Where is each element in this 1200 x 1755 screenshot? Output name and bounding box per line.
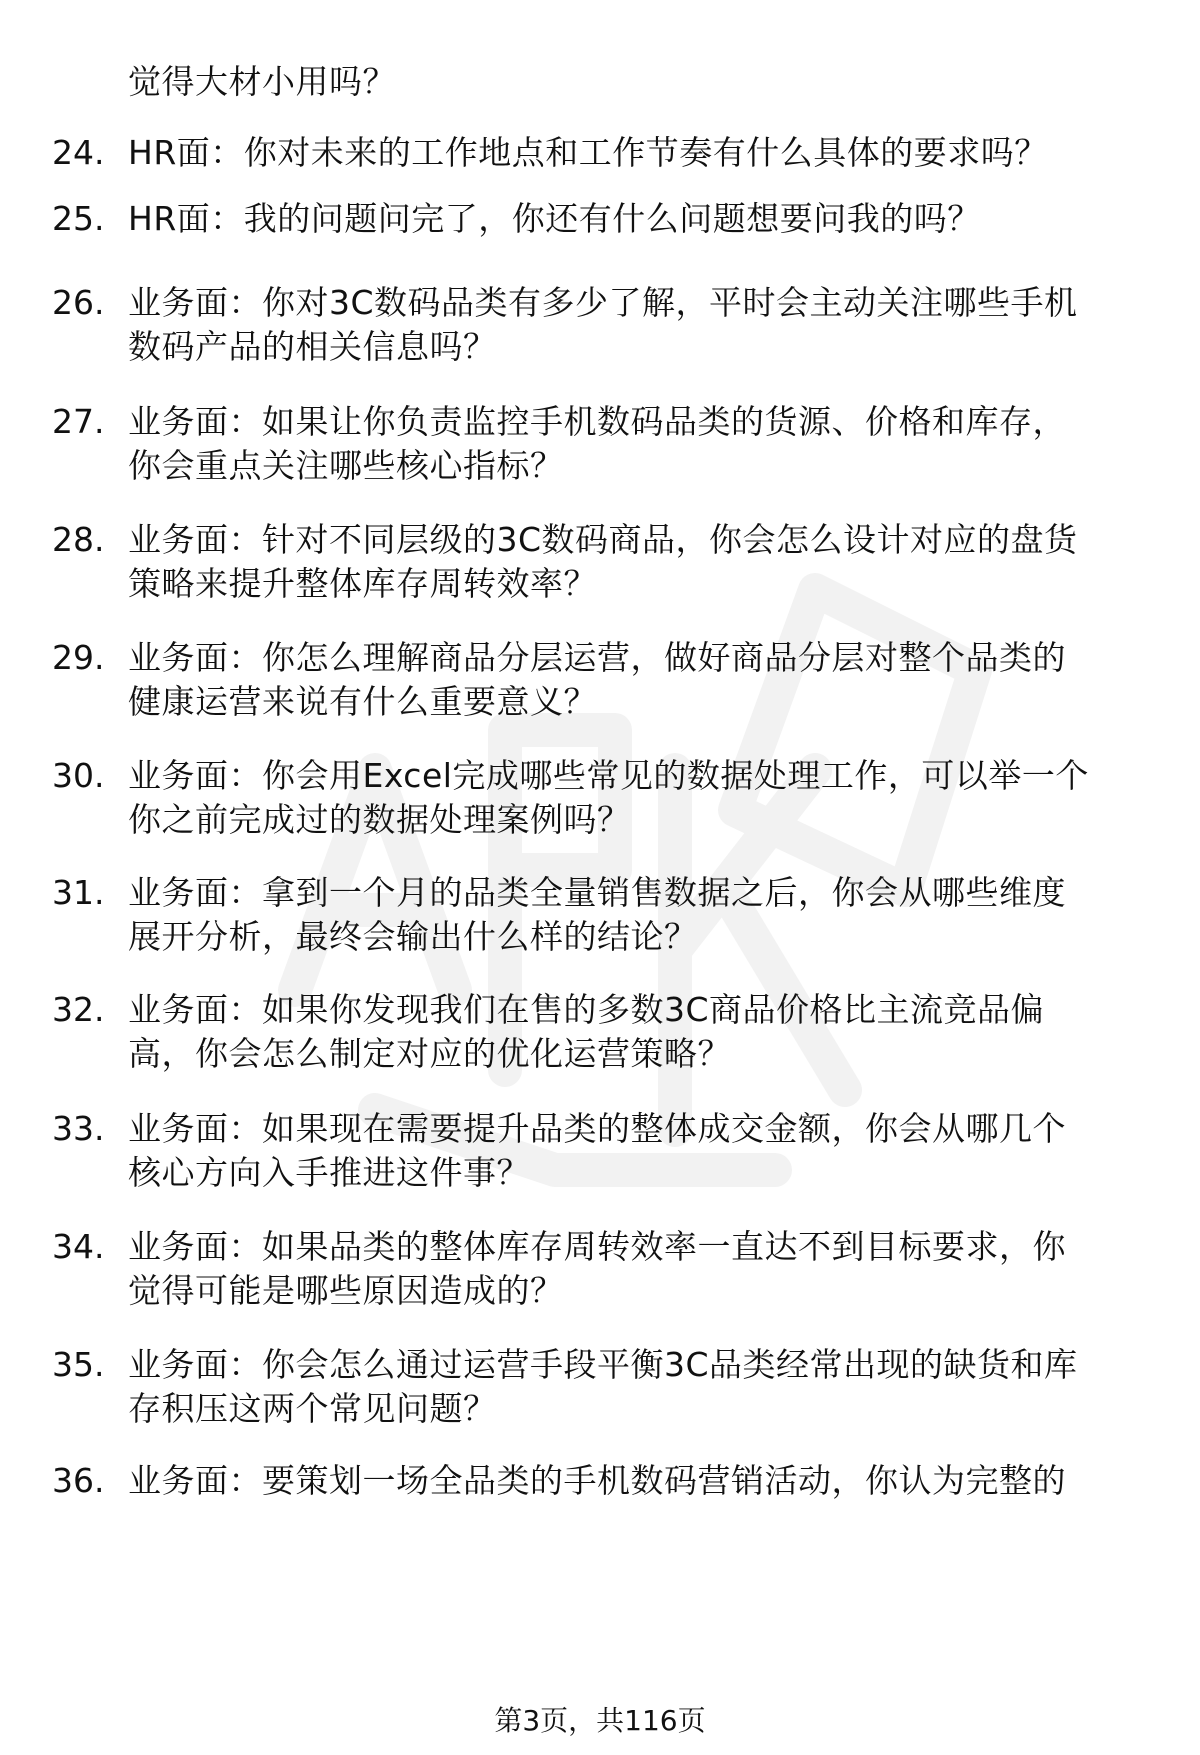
- question-text-line: 你之前完成过的数据处理案例吗？: [128, 800, 631, 839]
- question-text-line: HR面：我的问题问完了，你还有什么问题想要问我的吗？: [128, 199, 981, 238]
- question-number: 28.: [52, 520, 105, 559]
- question-text-line: 你会重点关注哪些核心指标？: [128, 446, 564, 485]
- question-text-line: 业务面：如果品类的整体库存周转效率一直达不到目标要求，你: [128, 1227, 1066, 1266]
- question-number: 31.: [52, 873, 105, 912]
- question-text-line: 业务面：如果让你负责监控手机数码品类的货源、价格和库存，: [128, 402, 1066, 441]
- question-text-line: 觉得可能是哪些原因造成的？: [128, 1271, 564, 1310]
- question-text-line: 业务面：你对3C数码品类有多少了解，平时会主动关注哪些手机: [128, 283, 1078, 322]
- question-text-line: 数码产品的相关信息吗？: [128, 327, 497, 366]
- question-text-line: 高，你会怎么制定对应的优化运营策略？: [128, 1034, 731, 1073]
- question-number: 26.: [52, 283, 105, 322]
- question-number: 27.: [52, 402, 105, 441]
- question-continuation: 觉得大材小用吗？: [128, 62, 396, 101]
- question-text-line: 存积压这两个常见问题？: [128, 1389, 497, 1428]
- question-text-line: 业务面：要策划一场全品类的手机数码营销活动，你认为完整的: [128, 1461, 1066, 1500]
- question-text-line: 策略来提升整体库存周转效率？: [128, 564, 597, 603]
- question-number: 24.: [52, 133, 105, 172]
- question-number: 34.: [52, 1227, 105, 1266]
- question-number: 25.: [52, 199, 105, 238]
- question-text-line: 业务面：针对不同层级的3C数码商品，你会怎么设计对应的盘货: [128, 520, 1078, 559]
- question-text-line: 业务面：你会用Excel完成哪些常见的数据处理工作，可以举一个: [128, 756, 1089, 795]
- question-number: 32.: [52, 990, 105, 1029]
- question-text-line: 核心方向入手推进这件事？: [128, 1153, 530, 1192]
- question-text-line: 展开分析，最终会输出什么样的结论？: [128, 917, 698, 956]
- question-text-line: 业务面：拿到一个月的品类全量销售数据之后，你会从哪些维度: [128, 873, 1066, 912]
- question-number: 35.: [52, 1345, 105, 1384]
- question-text-line: HR面：你对未来的工作地点和工作节奏有什么具体的要求吗？: [128, 133, 1048, 172]
- question-number: 33.: [52, 1109, 105, 1148]
- question-text-line: 业务面：你会怎么通过运营手段平衡3C品类经常出现的缺货和库: [128, 1345, 1078, 1384]
- question-text-line: 健康运营来说有什么重要意义？: [128, 682, 597, 721]
- question-text-line: 业务面：你怎么理解商品分层运营，做好商品分层对整个品类的: [128, 638, 1066, 677]
- question-text-line: 业务面：如果你发现我们在售的多数3C商品价格比主流竞品偏: [128, 990, 1045, 1029]
- question-text-line: 业务面：如果现在需要提升品类的整体成交金额，你会从哪几个: [128, 1109, 1066, 1148]
- page-footer: 第3页，共116页: [494, 1704, 706, 1737]
- question-number: 29.: [52, 638, 105, 677]
- question-number: 36.: [52, 1461, 105, 1500]
- question-number: 30.: [52, 756, 105, 795]
